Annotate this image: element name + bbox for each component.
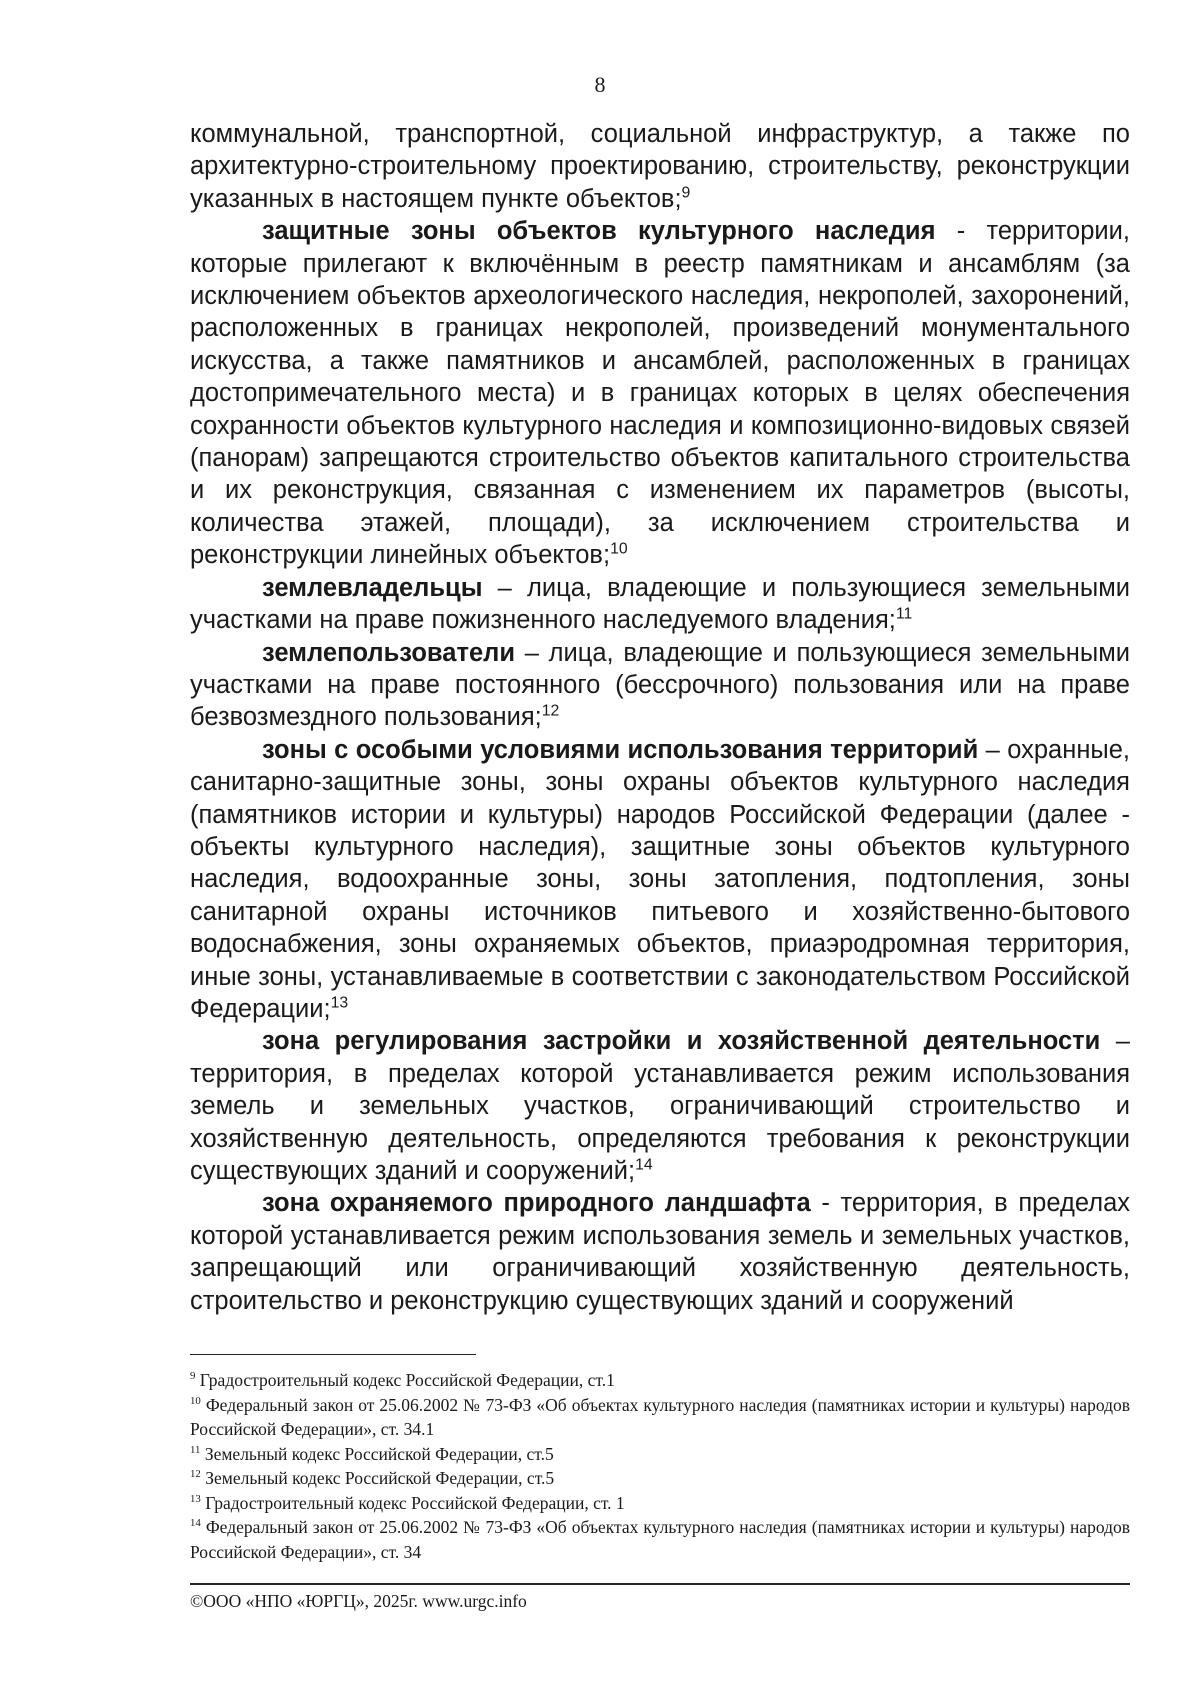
definition-text: – охранные, санитарно-защитные зоны, зоны охраны объектов культурного наследия (памятников истории и культуры) народов Российской Федерации (далее - объекты культурного наследия), защитные зоны объектов культурного наследия, водоохранные зоны, зоны затопления, подтопления, зоны санитарной охраны источников питьевого и хозяйственно-бытового водоснабжения, зоны охраняемых объектов, приаэродромная территория, иные зоны, устанавливаемые в соответствии с законодательством Российской Федерации; bbox=[190, 735, 1130, 1023]
definition-landowners bbox=[190, 572, 1130, 637]
definition-protected-landscape-zone bbox=[190, 1187, 1130, 1317]
definition-text: - территория, в пределах которой устанавливается режим использования земель и земельных участков, запрещающий или ограничивающий хозяйственную деятельность, строительство и реконструкцию существующих зданий и сооружений bbox=[190, 1189, 1131, 1315]
defined-term: землепользователи bbox=[262, 638, 515, 667]
defined-term: зоны с особыми условиями использования территорий bbox=[262, 735, 979, 764]
footnotes bbox=[190, 1368, 1130, 1564]
footnote-text: Земельный кодекс Российской Федерации, ст.5 bbox=[200, 1468, 555, 1488]
footnote-ref: 14 bbox=[635, 1156, 653, 1174]
footnote bbox=[190, 1466, 1130, 1491]
footnote bbox=[190, 1393, 1130, 1442]
footnote bbox=[190, 1515, 1130, 1564]
defined-term: зона регулирования застройки и хозяйственной деятельности bbox=[262, 1027, 1101, 1056]
definition-text: – лица, владеющие и пользующиеся земельными участками на праве пожизненного наследуемого владения; bbox=[190, 573, 1130, 635]
definition-text: - территории, которые прилегают к включённым в реестр памятникам и ансамблям (за исключением объектов археологического наследия, некрополей, захоронений, расположенных в границах некрополей, произведений монументального искусства, а также памятников и ансамблей, расположенных в границах достопримечательного места) и в границах которых в целях обеспечения сохранности объектов культурного наследия и композиционно-видовых связей (панорам) запрещаются строительство объектов капитального строительства и их реконструкция, связанная с изменением их параметров (высоты, количества этажей, площади), за исключением строительства и реконструкции линейных объектов; bbox=[190, 217, 1130, 570]
document-body bbox=[190, 118, 1130, 1317]
footnote-text: Градостроительный кодекс Российской Федерации, ст.1 bbox=[195, 1370, 615, 1390]
footnote-ref: 11 bbox=[895, 605, 913, 623]
footnote bbox=[190, 1491, 1130, 1516]
footnote-number: 14 bbox=[190, 1517, 201, 1530]
footer-separator bbox=[190, 1583, 1130, 1585]
footnote-ref: 9 bbox=[681, 184, 691, 202]
footnote-number: 11 bbox=[190, 1443, 201, 1456]
footnote-separator bbox=[190, 1354, 476, 1355]
page-number: 8 bbox=[594, 72, 606, 97]
definition-land-users bbox=[190, 637, 1130, 734]
definition-development-regulation-zone bbox=[190, 1025, 1130, 1187]
definition-text: – лица, владеющие и пользующиеся земельными участками на праве постоянного (бессрочного) пользования или на праве безвозмездного пользования; bbox=[190, 638, 1130, 732]
definition-text: – территория, в пределах которой устанавливается режим использования земель и земельных участков, ограничивающий строительство и хозяйственную деятельность, определяются требования к реконструкции существующих зданий и сооружений; bbox=[190, 1027, 1130, 1185]
footnote-text: Федеральный закон от 25.06.2002 № 73-ФЗ «Об объектах культурного наследия (памятниках истории и культуры) народов Российской Федерации», ст. 34.1 bbox=[190, 1394, 1130, 1439]
footnote-text: Земельный кодекс Российской Федерации, ст.5 bbox=[200, 1443, 554, 1464]
footnote-ref: 13 bbox=[330, 994, 349, 1012]
definition-protective-zones bbox=[190, 215, 1130, 571]
defined-term: защитные зоны объектов культурного наследия bbox=[262, 217, 936, 246]
footnote-text: Градостроительный кодекс Российской Федерации, ст. 1 bbox=[200, 1492, 625, 1513]
footnote bbox=[190, 1368, 1130, 1393]
footnote-number: 13 bbox=[190, 1492, 201, 1505]
paragraph-text: коммунальной, транспортной, социальной инфраструктур, а также по архитектурно-строительному проектированию, строительству, реконструкции указанных в настоящем пункте объектов; bbox=[190, 120, 1130, 213]
footnote-number: 9 bbox=[190, 1370, 196, 1383]
footer-copyright: ©ООО «НПО «ЮРГЦ», 2025г. www.urgc.info bbox=[190, 1591, 527, 1611]
footnote-number: 10 bbox=[190, 1394, 201, 1407]
footnote bbox=[190, 1442, 1130, 1467]
definition-special-use-zones bbox=[190, 734, 1130, 1026]
defined-term: зона охраняемого природного ландшафта bbox=[262, 1189, 811, 1218]
defined-term: землевладельцы bbox=[262, 573, 483, 602]
footnote-ref: 12 bbox=[541, 702, 560, 720]
paragraph-infrastructure bbox=[190, 118, 1130, 215]
footnote-ref: 10 bbox=[610, 540, 628, 558]
footnote-number: 12 bbox=[190, 1468, 201, 1481]
footnote-text: Федеральный закон от 25.06.2002 № 73-ФЗ «Об объектах культурного наследия (памятниках истории и культуры) народов Российской Федерации», ст. 34 bbox=[190, 1517, 1130, 1562]
